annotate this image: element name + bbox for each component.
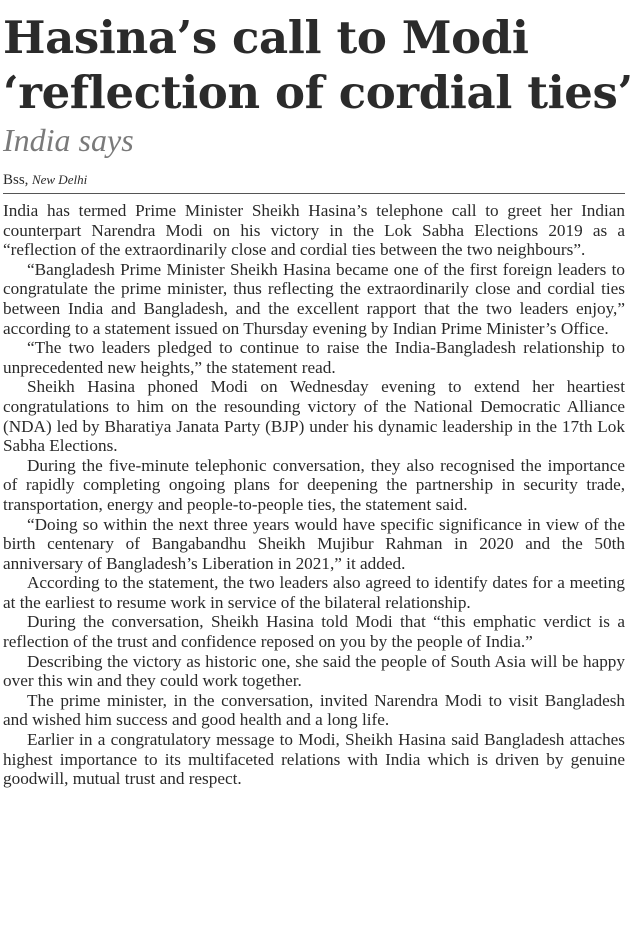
byline xyxy=(3,172,625,194)
article-body xyxy=(3,201,625,789)
kicker-subheadline: India says xyxy=(3,122,134,158)
paragraph: The prime minister, in the conversation, invited Narendra Modi to visit Bangladesh and wished him success and good health and a long life. xyxy=(3,690,625,730)
paragraph: Earlier in a congratulatory message to Modi, Sheikh Hasina said Bangladesh attaches highest importance to its multifaceted relations with India which is driven by genuine goodwill, mutual trust and respect. xyxy=(3,730,625,789)
paragraph: During the conversation, Sheikh Hasina told Modi that “this emphatic verdict is a reflection of the trust and confidence reposed on you by the people of India.” xyxy=(3,612,625,652)
headline-line-2: ‘reflection of cordial ties’ xyxy=(3,66,633,119)
paragraph: Sheikh Hasina phoned Modi on Wednesday evening to extend her heartiest congratulations to him on the resounding victory of the National Democratic Alliance (NDA) led by Bharatiya Janata Party (BJP) under his dynamic leadership in the 17th Lok Sabha Elections. xyxy=(3,377,625,456)
news-article xyxy=(3,0,633,789)
paragraph: “Bangladesh Prime Minister Sheikh Hasina became one of the first foreign leaders to congratulate the prime minister, thus reflecting the extraordinarily close and cordial ties between India and Bangladesh, and the excellent rapport that the two leaders enjoy,” according to a statement issued on Thursday evening by Indian Prime Minister’s Office. xyxy=(3,259,625,338)
paragraph: During the five-minute telephonic conversation, they also recognised the importance of rapidly completing ongoing plans for deepening the partnership in security trade, transportation, energy and people-to-people ties, the statement said. xyxy=(3,455,625,514)
headline-line-1: Hasina’s call to Modi xyxy=(3,11,529,64)
headline xyxy=(3,10,633,120)
byline-agency: Bss, xyxy=(3,172,29,188)
byline-place: New Delhi xyxy=(31,172,88,187)
paragraph: Describing the victory as historic one, she said the people of South Asia will be happy over this win and they could work together. xyxy=(3,651,625,691)
paragraph: “The two leaders pledged to continue to raise the India-Bangladesh relationship to unprecedented new heights,” the statement read. xyxy=(3,338,625,377)
paragraph: “Doing so within the next three years would have specific significance in view of the birth centenary of Bangabandhu Sheikh Mujibur Rahman in 2020 and the 50th anniversary of Bangladesh’s Liberation in 2021,” it added. xyxy=(3,514,625,573)
paragraph: India has termed Prime Minister Sheikh Hasina’s telephone call to greet her Indian counterpart Narendra Modi on his victory in the Lok Sabha Elections 2019 as a “reflection of the extraordinarily close and cordial ties between the two neighbours”. xyxy=(3,201,625,260)
paragraph: According to the statement, the two leaders also agreed to identify dates for a meeting at the earliest to resume work in service of the bilateral relationship. xyxy=(3,573,625,612)
